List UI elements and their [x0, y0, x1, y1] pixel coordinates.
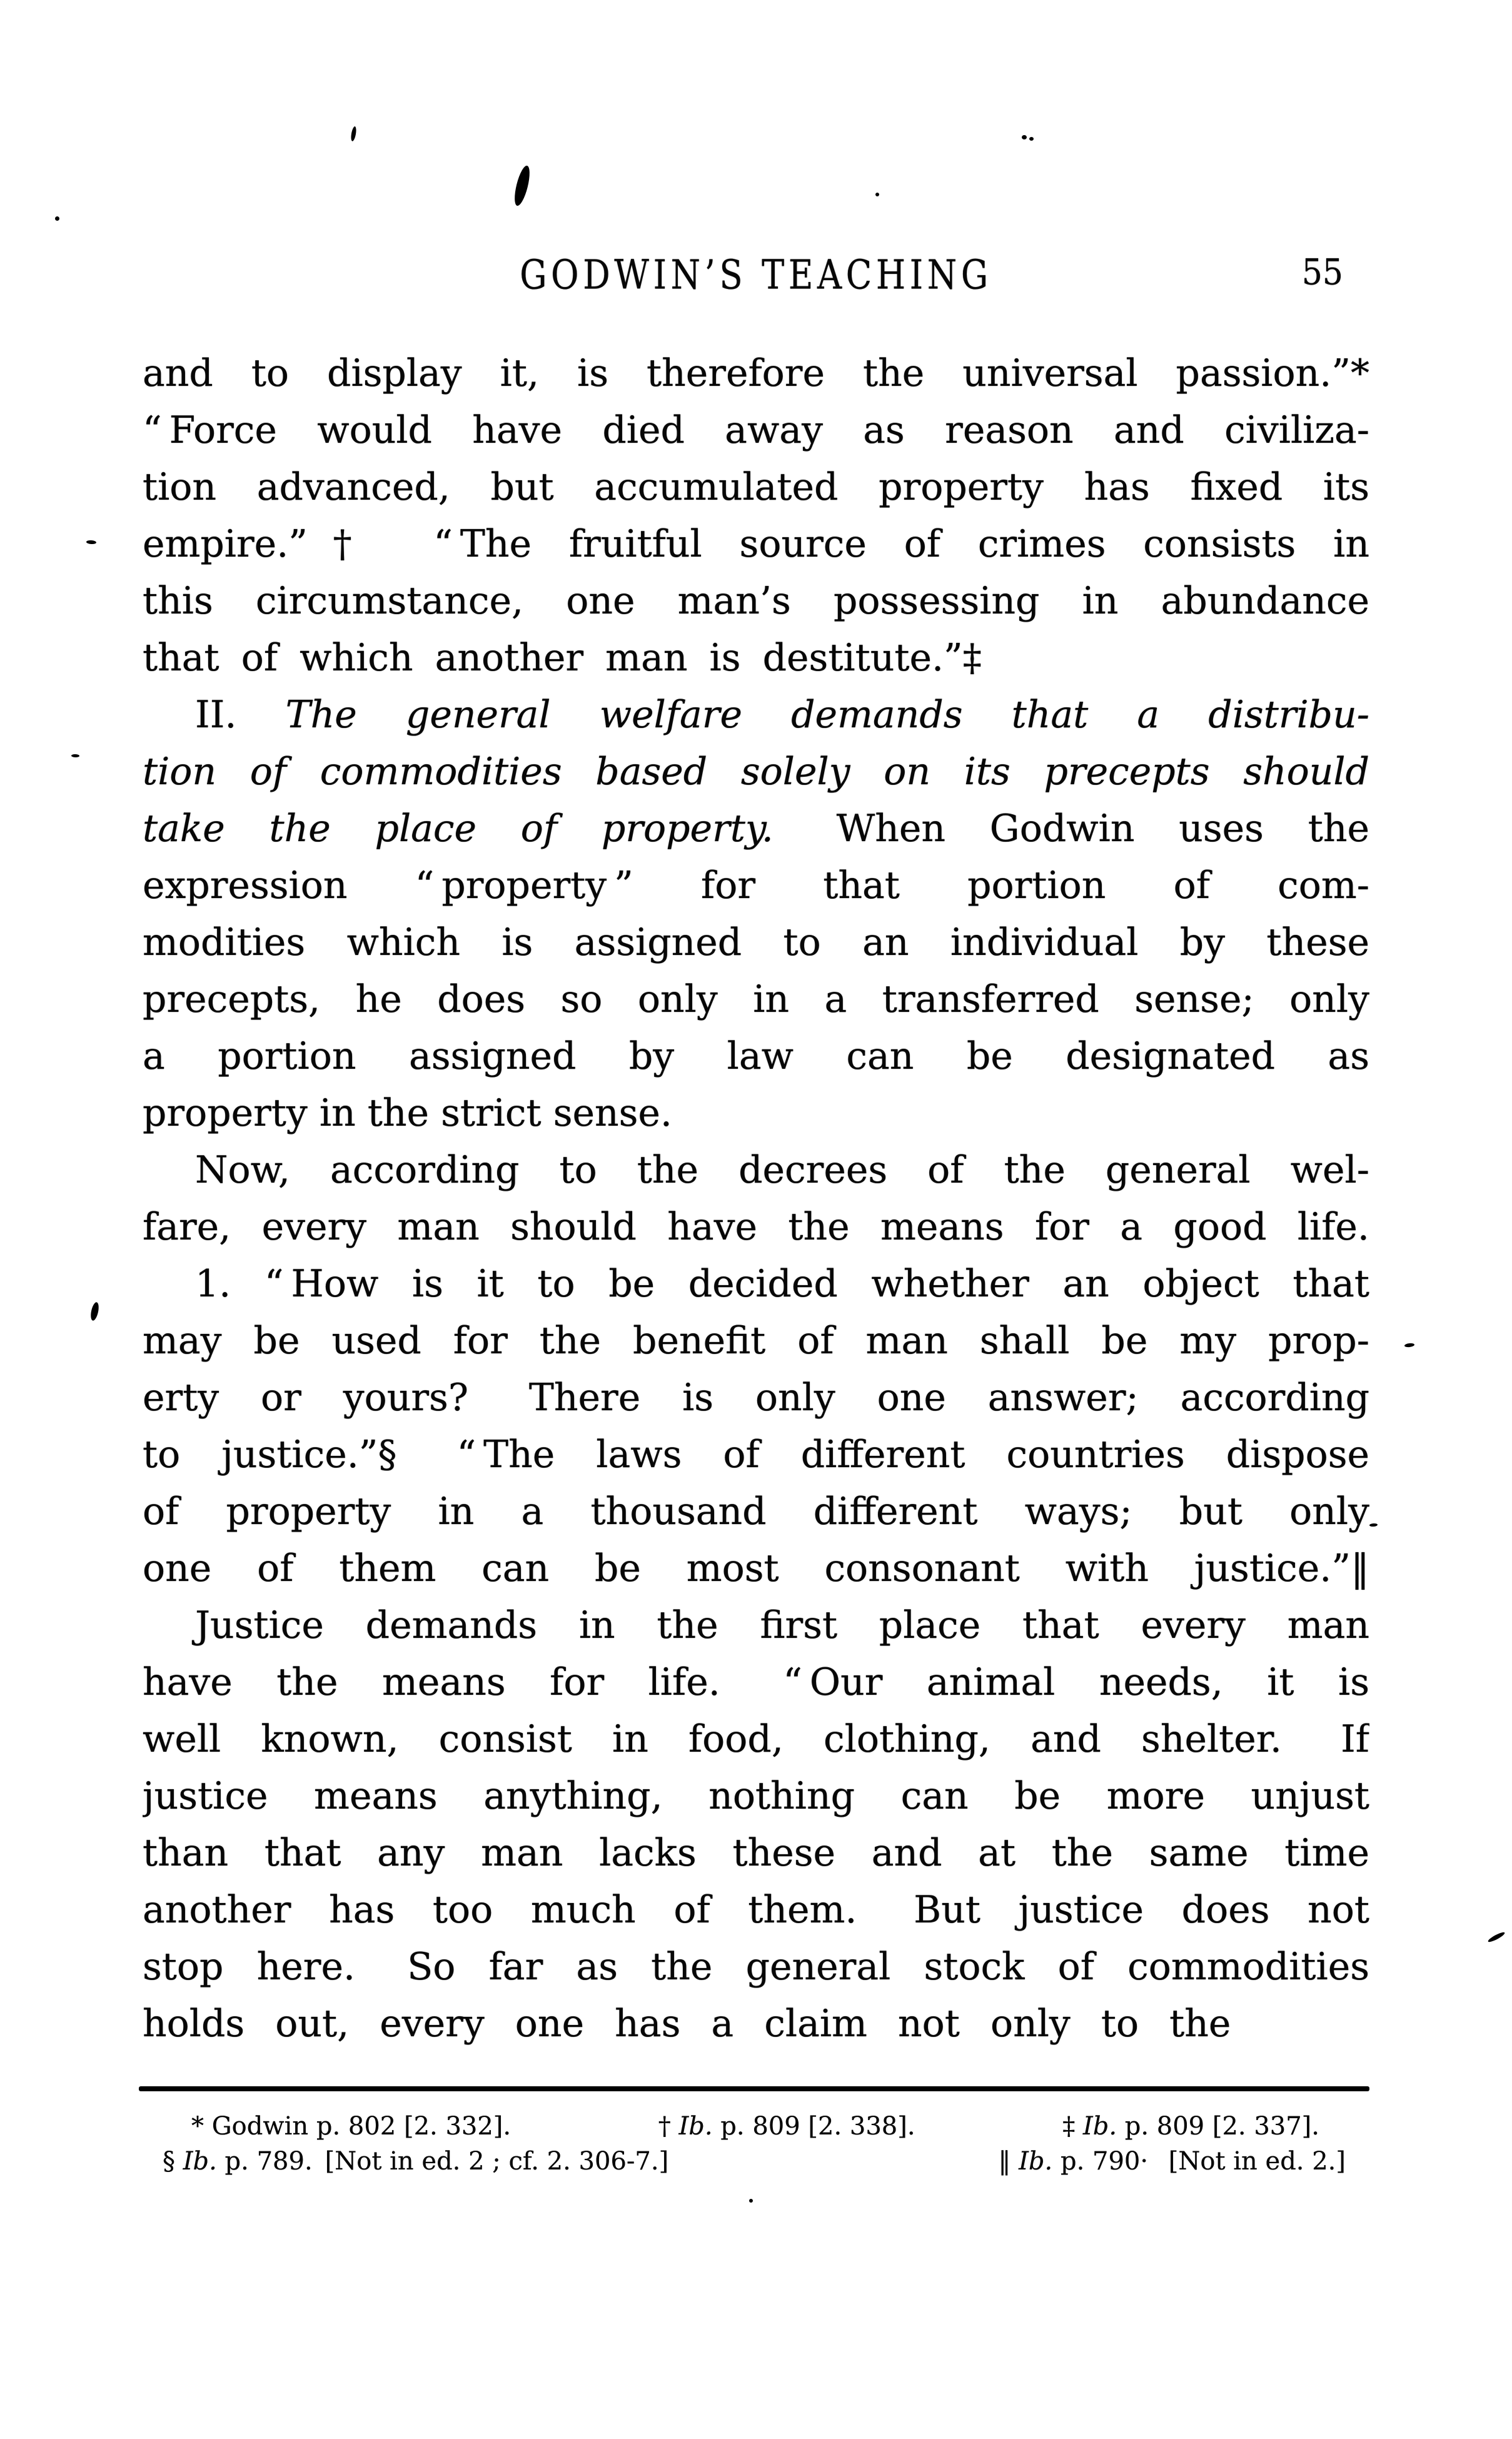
text-line: take the place of property. When Godwin uses the [143, 807, 1369, 851]
ink-speck [512, 164, 532, 207]
text-line: expression “ property ” for that portion of com- [143, 864, 1369, 907]
footnotes [143, 2110, 1369, 2178]
text-line: precepts, he does so only in a transferred sense; only [143, 977, 1369, 1021]
text-line: “ Force would have died away as reason and civiliza- [143, 408, 1369, 452]
text-line: property in the strict sense. [143, 1091, 673, 1135]
text-line: tion of commodities based solely on its precepts should [143, 750, 1369, 794]
page-title: GODWIN’S TEACHING [520, 251, 992, 299]
text-line: tion advanced, but accumulated property has fixed its [143, 465, 1369, 509]
text-line: a portion assigned by law can be designated as [143, 1034, 1369, 1078]
ink-speck [1404, 1343, 1415, 1348]
text-line: modities which is assigned to an individual by these [143, 921, 1369, 964]
footnote-item: ‖ Ib. p. 790· [Not in ed. 2.] [998, 2147, 1346, 2176]
footnote-row [143, 2110, 1369, 2143]
page-header [143, 251, 1369, 301]
text-line: erty or yours? There is only one answer; according [143, 1376, 1369, 1420]
text-line: II. The general welfare demands that a distribu- [195, 693, 1369, 737]
body-text [143, 345, 1369, 2053]
text-line: justice means anything, nothing can be more unjust [143, 1774, 1369, 1818]
ink-speck [1029, 137, 1034, 141]
text-line: to justice.”§ “ The laws of different countries dispose [143, 1433, 1369, 1477]
ink-speck [86, 540, 96, 544]
ink-speck [875, 193, 879, 196]
footnote-row [143, 2145, 1369, 2178]
text-line: holds out, every one has a claim not only to the [143, 2002, 1231, 2046]
text-line: Now, according to the decrees of the general wel- [195, 1148, 1369, 1192]
text-line: that of which another man is destitute.”‡ [143, 636, 982, 680]
text-line: Justice demands in the first place that every man [195, 1603, 1369, 1647]
text-line: 1. “ How is it to be decided whether an object that [195, 1262, 1369, 1306]
text-line: and to display it, is therefore the universal passion.”* [143, 351, 1369, 395]
text-line: may be used for the benefit of man shall be my prop- [143, 1319, 1369, 1363]
ink-speck [71, 754, 79, 757]
text-line: this circumstance, one man’s possessing in abundance [143, 579, 1369, 623]
footnote-item: * Godwin p. 802 [2. 332]. [191, 2112, 512, 2141]
page-number: 55 [1301, 252, 1343, 293]
ink-speck [89, 1301, 100, 1321]
text-line: than that any man lacks these and at the same time [143, 1831, 1369, 1875]
text-line: of property in a thousand different ways; but only [143, 1490, 1369, 1533]
text-line: one of them can be most consonant with justice.”‖ [143, 1547, 1369, 1590]
text-line: stop here. So far as the general stock of commodities [143, 1945, 1369, 1989]
text-line: another has too much of them. But justice does not [143, 1888, 1369, 1932]
footnote-item: † Ib. p. 809 [2. 338]. [658, 2112, 915, 2141]
text-line: fare, every man should have the means for a good life. [143, 1205, 1369, 1249]
ink-speck [55, 216, 59, 221]
text-line: empire.”† “ The fruitful source of crimes consists in [143, 522, 1369, 566]
ink-speck [749, 2199, 753, 2203]
ink-speck [1022, 135, 1027, 139]
footnote-rule [139, 2086, 1369, 2091]
ink-speck [1369, 1523, 1378, 1527]
text-line: well known, consist in food, clothing, and shelter. If [143, 1717, 1369, 1761]
footnote-item: § Ib. p. 789. [Not in ed. 2 ; cf. 2. 306-7.] [163, 2147, 669, 2176]
ink-speck [1487, 1931, 1506, 1943]
ink-speck [350, 126, 357, 142]
text-line: have the means for life. “ Our animal needs, it is [143, 1660, 1369, 1704]
footnote-item: ‡ Ib. p. 809 [2. 337]. [1062, 2112, 1319, 2141]
